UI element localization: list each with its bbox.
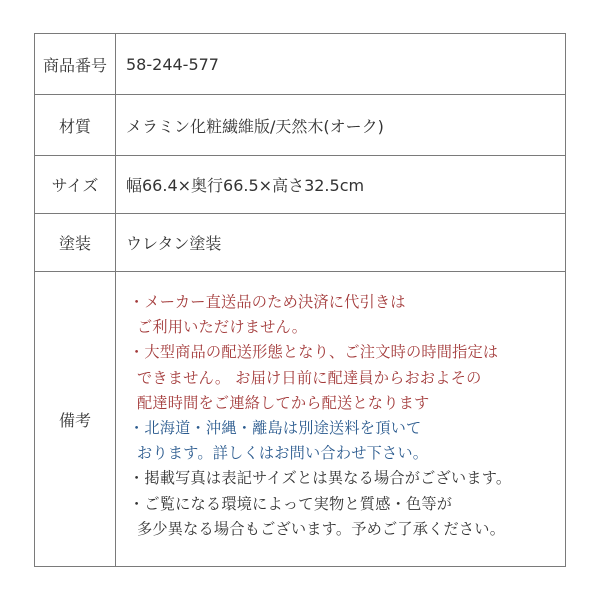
spec-row-coating [35,213,565,271]
product-number-value: 58-244-577 [126,54,219,74]
remarks-notes [129,290,511,542]
remarks-label: 備考 [35,272,116,566]
size-label: サイズ [35,156,116,213]
note-line: できません。 お届け日前に配達員からおおよその [137,368,482,387]
product-number-label: 商品番号 [35,34,116,94]
note-line: ・大型商品の配送形態となり、ご注文時の時間指定は [129,343,499,362]
note-line: ご利用いただけません。 [137,318,308,337]
spec-row-product-number [35,34,565,94]
note-line: 配達時間をご連絡してから配送となります [137,393,430,412]
coating-label: 塗装 [35,214,116,271]
note-line: ・北海道・沖縄・離島は別途送料を頂いて [129,419,422,438]
coating-value: ウレタン塗装 [126,234,222,253]
material-label: 材質 [35,95,116,155]
note-line: ・掲載写真は表記サイズとは異なる場合がございます。 [129,469,512,488]
note-line: おります。詳しくはお問い合わせ下さい。 [137,444,429,463]
material-value: メラミン化粧繊維版/天然木(オーク) [126,116,384,136]
note-line: 多少異なる場合もございます。予めご了承ください。 [137,519,506,538]
spec-row-material [35,94,565,155]
note-line: ・メーカー直送品のため決済に代引きは [129,293,406,311]
size-value: 幅66.4×奥行66.5×高さ32.5cm [126,176,365,195]
spec-row-size [35,155,565,213]
spec-table [34,33,566,567]
note-line: ・ご覧になる環境によって実物と質感・色等が [129,494,453,513]
